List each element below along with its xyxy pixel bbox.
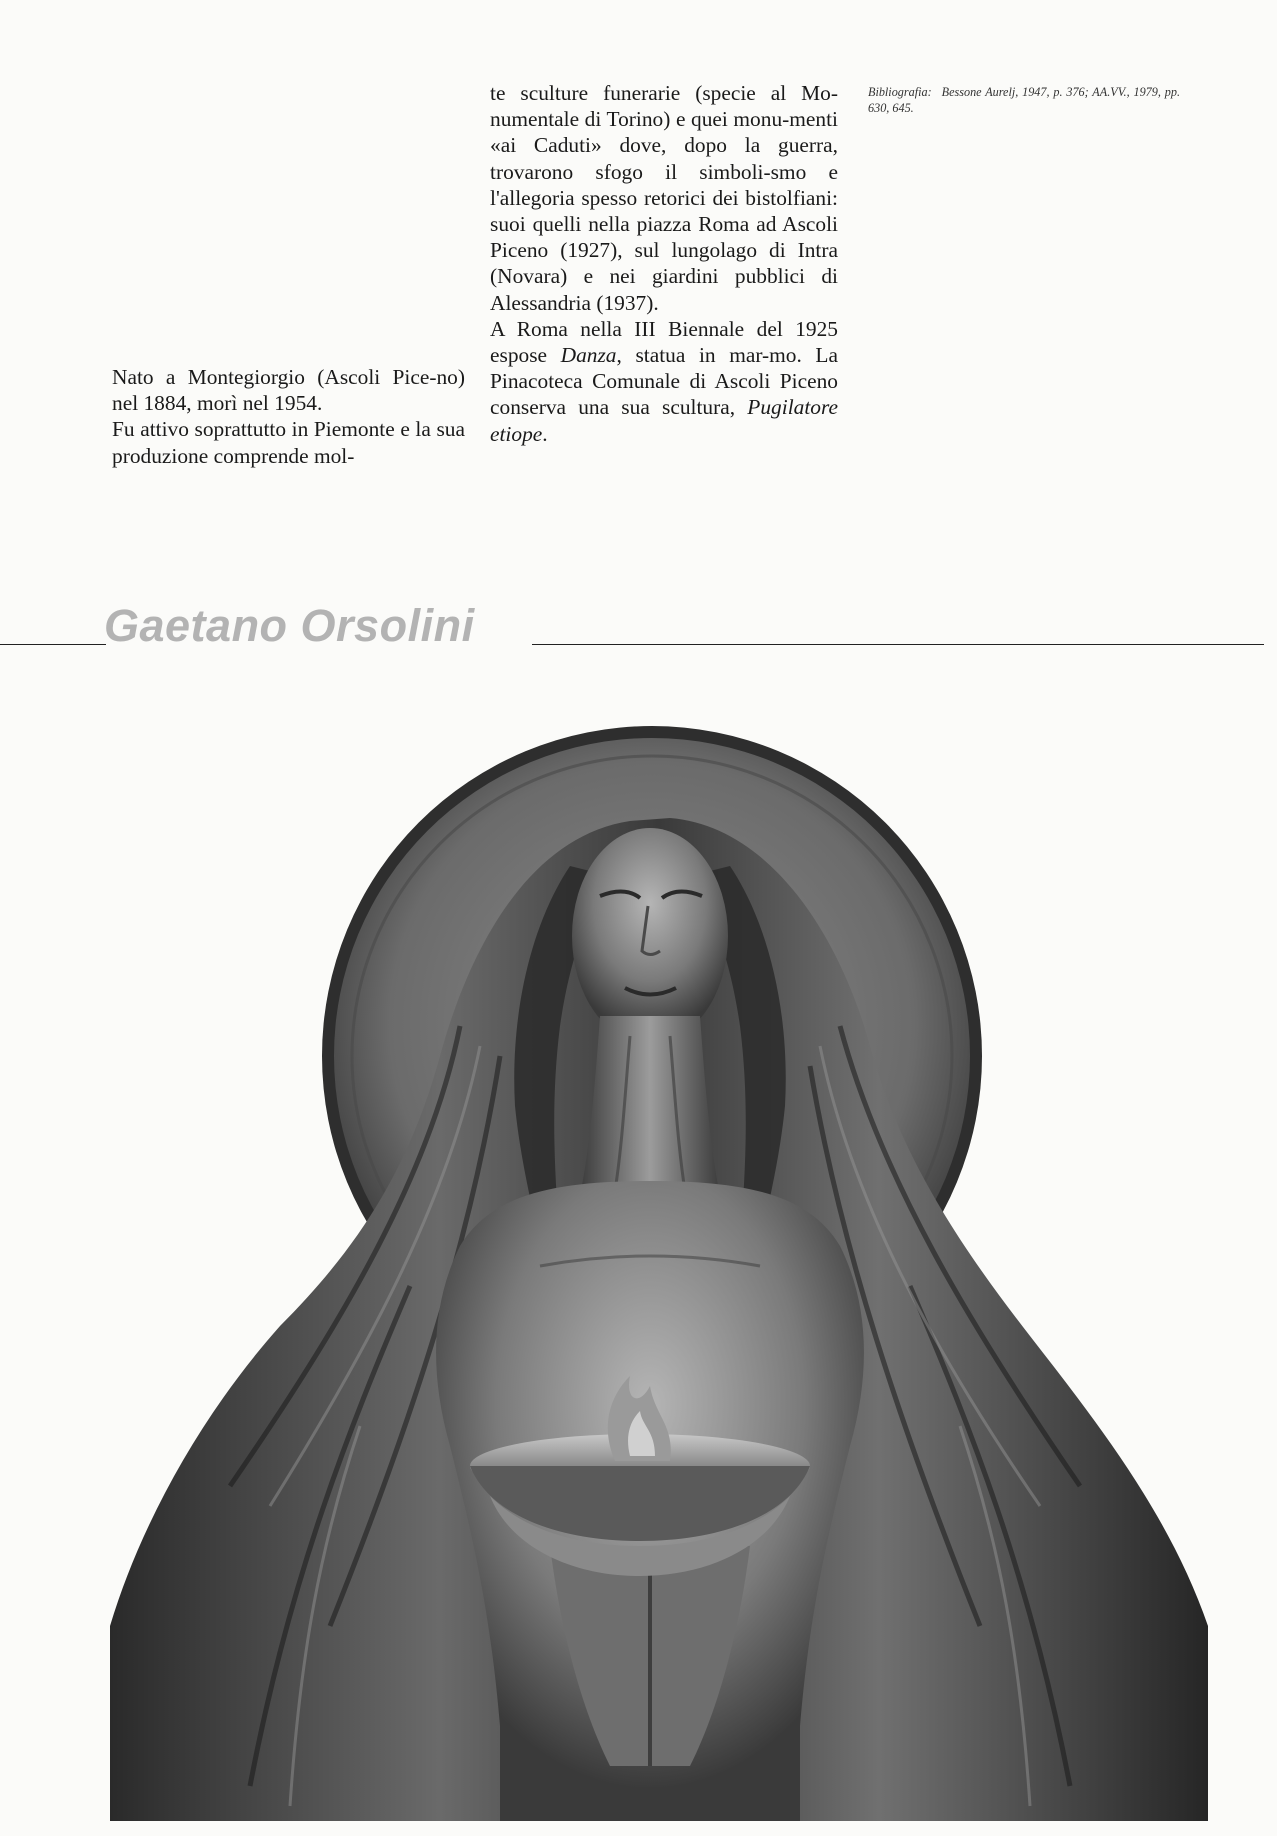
artist-name-title: Gaetano Orsolini xyxy=(104,600,475,651)
neck xyxy=(580,1016,720,1196)
paragraph-birth: Nato a Montegiorgio (Ascoli Pice-no) nel 1884, morì nel 1954. xyxy=(112,365,465,416)
paragraph-biennale xyxy=(490,316,838,447)
artist-heading xyxy=(0,600,1277,650)
sculpture-photograph xyxy=(110,726,1208,1821)
heading-rule-right xyxy=(532,644,1264,645)
bibliography-text: Bessone Aurelj, 1947, p. 376; AA.VV., 1979, pp. 630, 645. xyxy=(868,85,1180,115)
bibliography-note xyxy=(868,85,1180,116)
bibliography-label: Bibliografia: xyxy=(868,85,932,99)
work-title-pugilatore: Pugilatore etiope xyxy=(490,395,838,446)
biennale-text-end: . xyxy=(542,421,548,446)
face xyxy=(572,828,728,1044)
work-title-danza: Danza xyxy=(560,343,617,368)
heading-rule-left xyxy=(0,644,106,645)
sculpture-relief-figure-image xyxy=(110,726,1208,1821)
text-column-left xyxy=(112,364,465,469)
biennale-text-pre: A Roma nella III Biennale del 1925 espose xyxy=(490,316,838,368)
paragraph-activity-start: Fu attivo soprattutto in Piemonte e la sua produzione comprende mol- xyxy=(112,417,465,468)
text-column-middle xyxy=(490,80,838,447)
biennale-text-mid: , statua in mar-mo. La Pinacoteca Comunale di Ascoli Piceno conserva una sua scultura, xyxy=(490,343,838,420)
paragraph-funerary-works: te sculture funerarie (specie al Mo-numentale di Torino) e quei monu-menti «ai Caduti» dove, dopo la guerra, trovarono sfogo il simboli-smo e l'allegoria spesso retorici dei bistolfiani: suoi quelli nella piazza Roma ad Ascoli Piceno (1927), sul lungolago di Intra (Novara) e nei giardini pubblici di Alessandria (1937). xyxy=(490,81,838,315)
